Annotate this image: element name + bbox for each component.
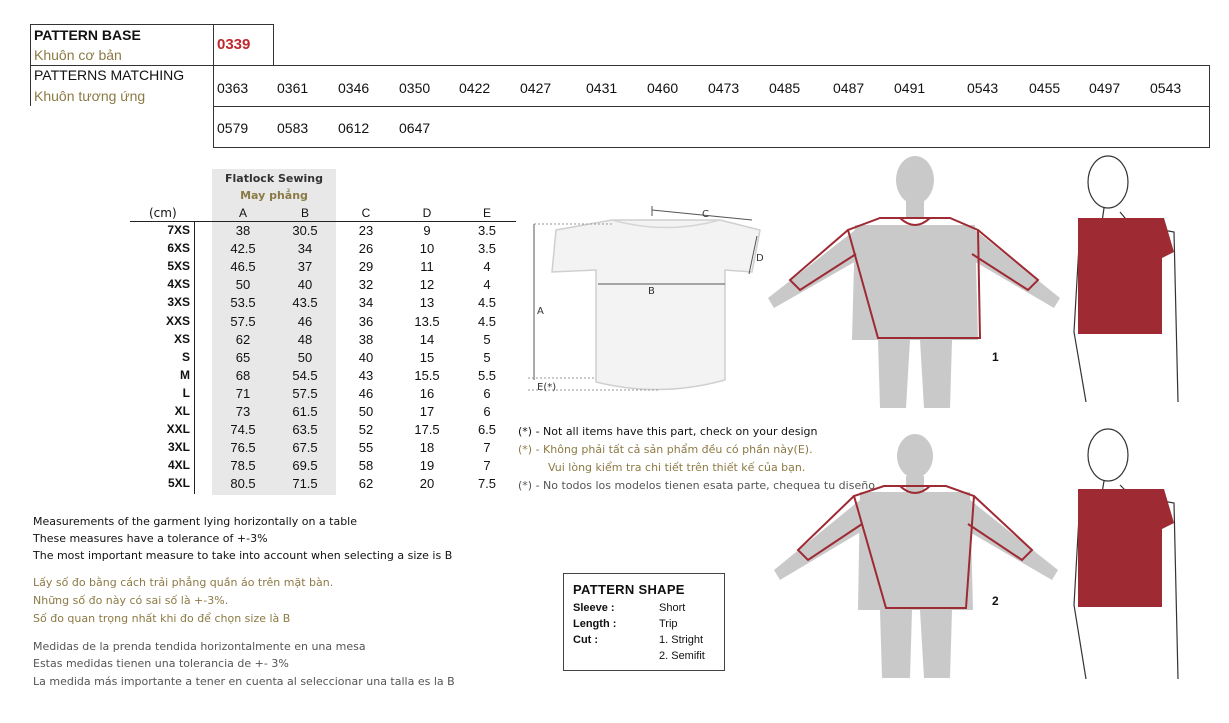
size-value-d: 19 [419,458,435,474]
footnote-en: (*) - Not all items have this part, check on your design [518,425,818,438]
cut-label: Cut : [573,634,599,646]
size-value-a: 78.5 [230,458,256,474]
size-value-b: 50 [297,349,313,365]
footnote-vi1: (*) - Không phải tất cả sản phẩm đều có phần này(E). [518,443,813,456]
size-value-d: 17 [419,404,435,419]
size-value-a: 57.5 [230,313,256,329]
size-value-d: 11 [420,259,434,275]
head-outline [1088,156,1128,208]
note-en-1: Measurements of the garment lying horizontally on a table [33,515,358,528]
size-value-b: 54.5 [292,367,318,383]
size-value-b: 46 [297,313,313,329]
matching-code: 0460 [647,80,679,96]
size-value-b: 57.5 [292,385,318,401]
matching-code: 0583 [277,120,309,136]
matching-code: 0361 [277,80,309,96]
size-value-a: 38 [235,223,251,238]
size-label: 5XL [167,476,190,491]
matching-code: 0422 [459,80,491,96]
matching-label-vi: Khuôn tương ứng [34,88,146,104]
size-value-a: 50 [235,277,251,293]
size-value-e: 7.5 [477,476,497,492]
divider [30,65,1210,66]
size-label: 7XS [167,223,190,237]
matching-code: 0543 [967,80,999,96]
figure-1-number: 1 [992,350,999,364]
size-label: XXL [166,422,190,437]
size-value-d: 15 [419,349,435,365]
size-value-b: 34 [297,241,313,257]
size-value-e: 7 [483,458,491,474]
divider [213,106,1210,107]
size-value-b: 30.5 [292,223,318,238]
size-value-c: 23 [358,223,374,238]
note-vi-3: Số đo quan trọng nhất khi đo để chọn size là B [33,612,291,625]
column-header-e: E [482,206,491,220]
figure-2-front [770,430,1080,680]
matching-code: 0491 [894,80,926,96]
size-value-e: 5 [483,331,491,347]
sleeve-label: Sleeve : [573,602,615,614]
size-value-e: 6 [483,404,491,419]
red-shirt-1 [1078,218,1174,334]
matching-code: 0485 [769,80,801,96]
matching-code: 0579 [217,120,249,136]
column-header-a: A [238,206,247,220]
size-value-c: 26 [358,241,374,257]
size-value-c: 40 [358,349,374,365]
size-value-b: 71.5 [292,476,318,492]
length-label: Length : [573,618,617,630]
label-c: C [702,209,709,220]
size-value-e: 3.5 [477,241,497,257]
size-label: L [182,385,190,400]
size-value-a: 65 [235,349,251,365]
cut-value-1: 1. Stright [659,634,704,646]
size-value-d: 9 [423,223,431,238]
pattern-base-label: PATTERN BASE [34,27,141,43]
size-value-a: 80.5 [230,476,256,492]
divider [273,24,274,66]
label-b: B [648,286,655,297]
red-shirt-2 [1078,489,1174,607]
size-value-d: 13.5 [414,313,440,329]
size-label: 4XL [167,458,190,473]
size-value-c: 29 [358,259,374,275]
shirt-shape [552,220,760,390]
column-header-b: B [300,206,309,220]
matching-code: 0350 [399,80,431,96]
size-label: 6XS [167,241,190,256]
size-value-a: 53.5 [230,295,256,311]
size-value-c: 46 [358,385,374,401]
label-a: A [537,306,544,317]
size-value-e: 6.5 [477,422,497,438]
matching-code: 0346 [338,80,370,96]
size-value-c: 43 [358,367,374,383]
size-value-c: 62 [358,476,374,492]
size-value-a: 62 [235,331,251,347]
pattern-base-label-vi: Khuôn cơ bản [34,47,122,63]
size-value-e: 6 [483,385,491,401]
size-value-a: 76.5 [230,440,256,456]
size-value-c: 34 [358,295,374,311]
measurement-diagram [520,200,780,400]
note-es-2: Estas medidas tienen una tolerancia de +- 3% [33,657,289,670]
size-value-b: 63.5 [292,422,318,438]
note-en-3: The most important measure to take into account when selecting a size is B [33,549,453,562]
group-label-vi: May phẳng [240,189,308,202]
divider [213,24,214,148]
header-rule [130,221,516,222]
size-value-b: 37 [297,259,313,275]
size-rule [194,222,195,494]
size-value-e: 4 [483,259,491,275]
size-label: 3XL [167,440,190,455]
divider [213,147,1210,148]
group-label: Flatlock Sewing [225,172,323,185]
figure-2-side [1070,425,1190,680]
size-value-b: 43.5 [292,295,318,311]
label-d: D [756,253,764,264]
figure-1-side [1070,152,1190,402]
matching-code: 0455 [1029,80,1061,96]
size-value-e: 5.5 [477,367,497,383]
size-value-d: 13 [419,295,435,311]
figure-1-front [760,150,1070,410]
size-value-b: 69.5 [292,458,318,474]
size-label: M [180,367,190,382]
cut-value-2: 2. Semifit [659,650,705,662]
matching-code: 0612 [338,120,370,136]
size-label: 5XS [167,259,190,274]
size-value-e: 4.5 [477,313,497,329]
size-value-c: 58 [358,458,374,474]
pattern-base-code: 0339 [217,36,251,53]
pattern-shape-title: PATTERN SHAPE [573,582,685,597]
column-header-d: D [422,206,432,220]
divider [30,24,31,106]
matching-code: 0647 [399,120,431,136]
size-value-d: 14 [419,331,435,347]
matching-code: 0487 [833,80,865,96]
size-value-a: 71 [235,385,251,401]
pattern-shape-box [563,573,725,671]
size-value-c: 50 [358,404,374,419]
matching-label: PATTERNS MATCHING [34,67,185,83]
size-value-e: 4 [483,277,491,293]
size-value-c: 52 [358,422,374,438]
figure-2-number: 2 [992,594,999,608]
size-value-e: 7 [483,440,491,456]
size-value-c: 36 [358,313,374,329]
size-value-d: 12 [419,277,435,293]
matching-code: 0431 [586,80,618,96]
size-value-a: 46.5 [230,259,256,275]
size-value-c: 32 [358,277,374,293]
size-value-b: 48 [297,331,313,347]
size-label: 4XS [167,277,190,292]
size-value-d: 16 [419,385,435,401]
matching-code: 0473 [708,80,740,96]
label-e: E(*) [537,382,557,393]
note-es-3: La medida más importante a tener en cuenta al seleccionar una talla es la B [33,675,455,688]
note-vi-2: Những số đo này có sai số là +-3%. [33,594,229,607]
note-vi-1: Lấy số đo bằng cách trải phẳng quần áo trên mặt bàn. [33,576,334,589]
size-value-b: 40 [297,277,313,293]
sleeve-value: Short [659,602,686,614]
pattern-header [30,24,1210,148]
size-value-a: 74.5 [230,422,256,438]
matching-code: 0427 [520,80,552,96]
note-en-2: These measures have a tolerance of +-3% [33,532,268,545]
note-es-1: Medidas de la prenda tendida horizontalmente en una mesa [33,640,366,653]
size-value-c: 55 [358,440,374,456]
matching-code: 0363 [217,80,249,96]
size-value-d: 10 [419,241,435,257]
size-value-a: 73 [235,404,251,419]
size-value-b: 61.5 [292,404,318,419]
size-value-d: 20 [419,476,435,492]
matching-code: 0543 [1150,80,1182,96]
size-value-e: 3.5 [477,223,497,238]
size-label: S [181,349,190,364]
footnote-es: (*) - No todos los modelos tienen esata parte, chequea tu diseño [518,479,875,492]
size-label: XS [173,331,190,346]
divider [1209,65,1210,148]
size-value-b: 67.5 [292,440,318,456]
collar-1 [900,218,930,225]
column-header-c: C [361,206,371,220]
size-value-e: 5 [483,349,491,365]
size-value-d: 15.5 [414,367,440,383]
size-value-d: 17.5 [414,422,440,438]
size-value-a: 68 [235,367,251,383]
divider [30,24,273,25]
head-outline [1088,429,1128,481]
size-label: XL [174,404,190,418]
size-value-a: 42.5 [230,241,256,257]
size-value-d: 18 [419,440,435,456]
footnote-vi2: Vui lòng kiểm tra chi tiết trên thiết kế của bạn. [548,461,806,474]
matching-code: 0497 [1089,80,1121,96]
size-label: XXS [165,313,190,328]
size-value-e: 4.5 [477,295,497,311]
size-label: 3XS [167,295,190,310]
size-value-c: 38 [358,331,374,347]
length-value: Trip [659,618,678,630]
unit-label: (cm) [149,206,177,220]
